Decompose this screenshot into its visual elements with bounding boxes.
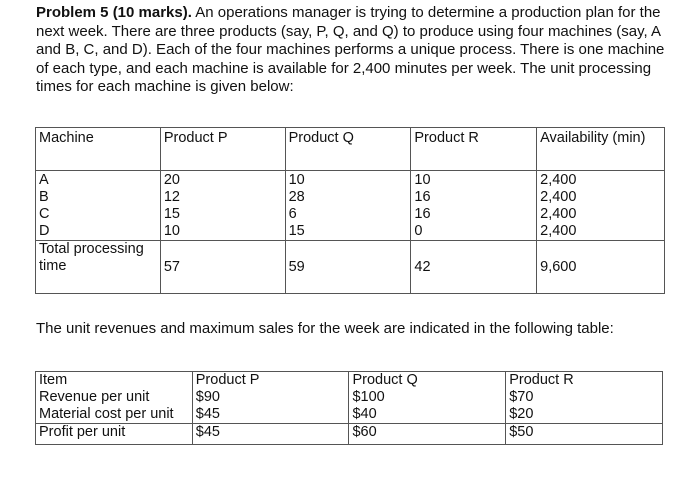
header-product-r: Product R xyxy=(411,128,537,171)
header-machine: Machine xyxy=(36,128,161,171)
total-product-r: 42 xyxy=(411,241,537,294)
table-header-row xyxy=(36,128,665,171)
cell-d-availability: 2,400 xyxy=(540,223,577,239)
processing-times-table xyxy=(35,127,665,294)
cell-c-availability: 2,400 xyxy=(540,206,577,222)
cell-a-availability: 2,400 xyxy=(540,172,577,188)
header-product-q: Product Q xyxy=(352,372,418,388)
problem-statement xyxy=(36,4,676,97)
cell-c-p: 15 xyxy=(163,206,180,222)
cell-d-q: 15 xyxy=(288,223,305,239)
profit-row xyxy=(36,424,663,445)
label-revenue: Revenue per unit xyxy=(39,389,150,405)
machine-b: B xyxy=(39,189,49,205)
total-row xyxy=(36,241,665,294)
cell-b-q: 28 xyxy=(288,189,305,205)
profit-q: $60 xyxy=(349,424,506,445)
cell-a-p: 20 xyxy=(163,172,180,188)
cell-b-availability: 2,400 xyxy=(540,189,577,205)
product-r-column xyxy=(411,171,537,241)
revenue-p: $90 xyxy=(195,389,220,405)
cell-b-p: 12 xyxy=(163,189,180,205)
product-r-column xyxy=(506,372,663,424)
profit-p: $45 xyxy=(192,424,349,445)
product-q-column xyxy=(349,372,506,424)
machine-rows xyxy=(36,171,665,241)
total-availability: 9,600 xyxy=(537,241,665,294)
product-p-column xyxy=(192,372,349,424)
header-availability: Availability (min) xyxy=(537,128,665,171)
revenue-r: $70 xyxy=(509,389,534,405)
item-column xyxy=(36,372,193,424)
total-product-q: 59 xyxy=(285,241,411,294)
label-material-cost: Material cost per unit xyxy=(39,406,174,422)
problem-text: An operations manager is trying to determine a production plan for the next week. There are three products (say, P, Q, and Q) to produce using four machines (say, A and B, C, and D). Each of the four machines performs a unique process. There is one machine of each type, and each machine is available for 2,400 minutes per week. The unit processing times for each machine is given below: xyxy=(36,4,665,95)
cell-d-p: 10 xyxy=(163,223,180,239)
cell-a-r: 10 xyxy=(414,172,431,188)
intro-sentence: The unit revenues and maximum sales for the week are indicated in the following table: xyxy=(36,320,614,337)
header-product-r: Product R xyxy=(509,372,574,388)
revenue-body xyxy=(36,372,663,424)
material-p: $45 xyxy=(195,406,220,422)
header-item: Item xyxy=(39,372,68,388)
product-q-column xyxy=(285,171,411,241)
total-label: Total processing time xyxy=(36,241,161,294)
profit-r: $50 xyxy=(506,424,663,445)
machine-a: A xyxy=(39,172,49,188)
material-r: $20 xyxy=(509,406,534,422)
material-q: $40 xyxy=(352,406,377,422)
revenue-table xyxy=(35,371,663,445)
header-product-p: Product P xyxy=(160,128,285,171)
total-product-p: 57 xyxy=(160,241,285,294)
problem-heading: Problem 5 (10 marks). xyxy=(36,4,192,21)
cell-c-q: 6 xyxy=(288,206,297,222)
cell-b-r: 16 xyxy=(414,189,431,205)
cell-c-r: 16 xyxy=(414,206,431,222)
machine-c: C xyxy=(39,206,50,222)
machine-d: D xyxy=(39,223,50,239)
availability-column xyxy=(537,171,665,241)
product-p-column xyxy=(160,171,285,241)
header-product-q: Product Q xyxy=(285,128,411,171)
cell-a-q: 10 xyxy=(288,172,305,188)
profit-label: Profit per unit xyxy=(36,424,193,445)
machine-column xyxy=(36,171,161,241)
cell-d-r: 0 xyxy=(414,223,423,239)
header-product-p: Product P xyxy=(195,372,260,388)
revenue-q: $100 xyxy=(352,389,385,405)
